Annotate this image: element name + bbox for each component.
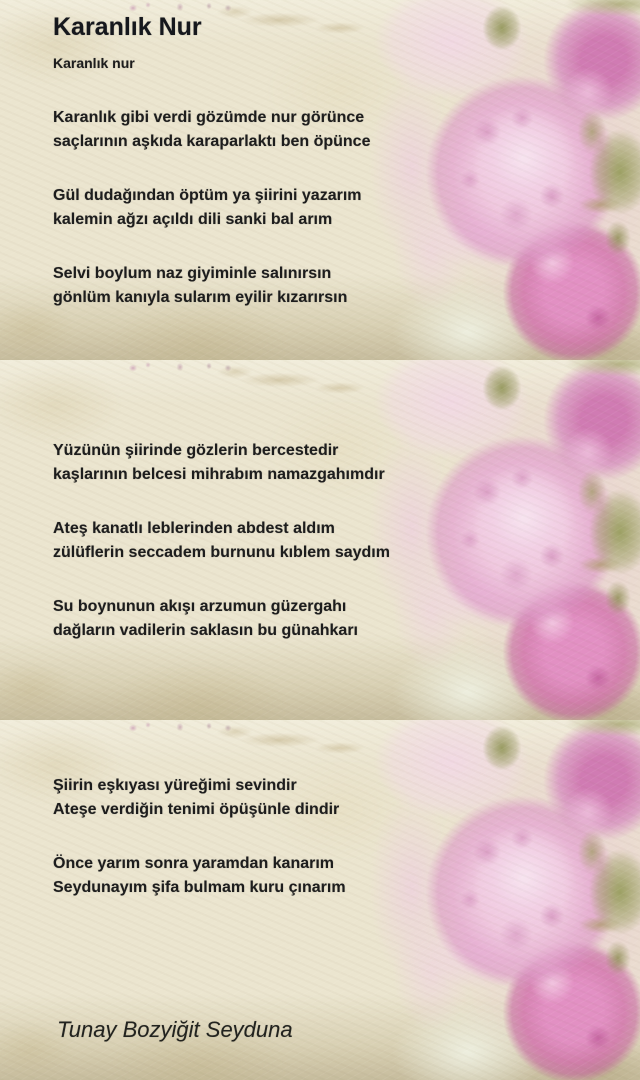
poem-title: Karanlık Nur: [53, 13, 202, 41]
stanza: [53, 439, 473, 487]
poem-line: saçlarının aşkıda karaparlaktı ben öpünce: [53, 133, 371, 150]
stanza: [53, 184, 473, 232]
stanza: [53, 595, 473, 643]
poem-line: Gül dudağından öptüm ya şiirini yazarım: [53, 187, 362, 204]
poem-line: kalemin ağzı açıldı dili sanki bal arım: [53, 211, 333, 228]
stanza: [53, 852, 473, 900]
stanza: [53, 106, 473, 154]
poem-line: zülüflerin seccadem burnunu kıblem saydım: [53, 544, 390, 561]
poem-line: Selvi boylum naz giyiminle salınırsın: [53, 265, 332, 282]
stanza: [53, 262, 473, 310]
poem-line: Karanlık gibi verdi gözümde nur görünce: [53, 109, 365, 126]
stanza: [53, 517, 473, 565]
poem-section-1: [53, 106, 473, 340]
poem-line: Ateşe verdiğin tenimi öpüşünle dindir: [53, 801, 340, 818]
poem-line: kaşlarının belcesi mihrabım namazgahımdır: [53, 466, 385, 483]
poem-section-2: [53, 439, 473, 673]
poem-section-3: [53, 774, 473, 930]
poem-line: gönlüm kanıyla sularım eyilir kızarırsın: [53, 289, 348, 306]
poem-author: Tunay Bozyiğit Seyduna: [57, 1017, 293, 1042]
stanza: [53, 774, 473, 822]
poem-subtitle: Karanlık nur: [53, 55, 135, 71]
poem-line: dağların vadilerin saklasın bu günahkarı: [53, 622, 358, 639]
poem-line: Şiirin eşkıyası yüreğimi sevindir: [53, 777, 297, 794]
poem-line: Önce yarım sonra yaramdan kanarım: [53, 855, 335, 872]
poem-line: Seydunayım şifa bulmam kuru çınarım: [53, 879, 346, 896]
poem-line: Ateş kanatlı leblerinden abdest aldım: [53, 520, 335, 537]
poem-line: Su boynunun akışı arzumun güzergahı: [53, 598, 347, 615]
poem-line: Yüzünün şiirinde gözlerin bercestedir: [53, 442, 339, 459]
